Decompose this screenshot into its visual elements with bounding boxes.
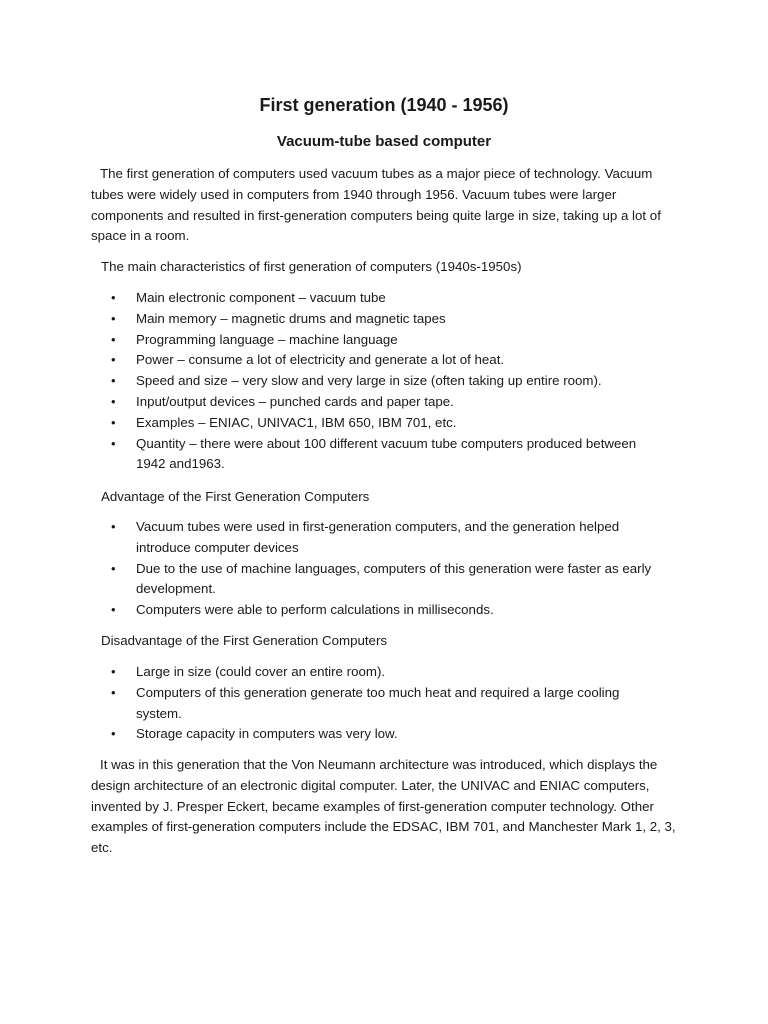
disadvantages-heading: Disadvantage of the First Generation Computers (101, 633, 388, 648)
advantages-list (0, 517, 768, 621)
bullet-icon: • (111, 519, 116, 534)
list-item (0, 517, 666, 559)
list-item-text: Storage capacity in computers was very low. (136, 726, 398, 742)
list-item (0, 413, 666, 434)
advantages-heading: Advantage of the First Generation Computers (101, 489, 370, 504)
characteristics-heading: The main characteristics of first generation of computers (1940s-1950s) (101, 259, 522, 274)
bullet-icon: • (111, 684, 116, 700)
intro-paragraph: The first generation of computers used vacuum tubes as a major piece of technology. Vacuum tubes were widely used in computers from 1940 through 1956. Vacuum tubes were larger components and resulted in first-generation computers being quite large in size, taking up a lot of space in a room. (91, 166, 661, 244)
list-item (0, 288, 666, 309)
closing-paragraph: It was in this generation that the Von Neumann architecture was introduced, which displays the design architecture of an electronic digital computer. Later, the UNIVAC and ENIAC computers, invented by J. Presper Eckert, became examples of first-generation computer technology. Other examples of first-generation computers include the EDSAC, IBM 701, and Manchester Mark 1, 2, 3, etc. (91, 757, 676, 856)
bullet-icon: • (111, 310, 116, 326)
list-item-text: Large in size (could cover an entire room). (136, 664, 386, 679)
list-item-text: Vacuum tubes were used in first-generation computers, and the generation helped introduce computer devices (136, 519, 620, 555)
list-item-text: Computers were able to perform calculations in milliseconds. (136, 602, 494, 618)
bullet-icon: • (111, 560, 116, 576)
bullet-icon: • (111, 435, 116, 451)
bullet-icon: • (111, 602, 116, 618)
list-item-text: Computers of this generation generate too much heat and required a large cooling system. (136, 684, 620, 721)
list-item (0, 434, 666, 476)
list-item-text: Speed and size – very slow and very large in size (often taking up entire room). (136, 373, 602, 389)
list-item-text: Main electronic component – vacuum tube (136, 290, 386, 305)
list-item (0, 559, 666, 601)
list-item-text: Power – consume a lot of electricity and generate a lot of heat. (136, 352, 505, 368)
list-item (0, 330, 666, 351)
bullet-icon: • (111, 726, 116, 742)
page-title: First generation (1940 - 1956) (259, 95, 509, 115)
list-item-text: Input/output devices – punched cards and paper tape. (136, 393, 454, 409)
bullet-icon: • (111, 352, 116, 368)
list-item (0, 350, 666, 371)
list-item (0, 309, 666, 330)
list-item (0, 724, 666, 745)
list-item-text: Quantity – there were about 100 different vacuum tube computers produced between 1942 and1963. (136, 435, 637, 472)
bullet-icon: • (111, 664, 116, 679)
page-subtitle: Vacuum-tube based computer (276, 133, 492, 150)
list-item-text: Main memory – magnetic drums and magnetic tapes (136, 310, 446, 326)
list-item (0, 683, 666, 725)
list-item-text: Examples – ENIAC, UNIVAC1, IBM 650, IBM 701, etc. (136, 414, 457, 430)
list-item (0, 600, 666, 621)
bullet-icon: • (111, 414, 116, 430)
bullet-icon: • (111, 373, 116, 389)
bullet-icon: • (111, 290, 116, 305)
disadvantages-list (0, 662, 768, 745)
list-item (0, 371, 666, 392)
bullet-icon: • (111, 331, 116, 347)
list-item (0, 392, 666, 413)
list-item-text: Programming language – machine language (136, 331, 398, 347)
bullet-icon: • (111, 393, 116, 409)
list-item (0, 662, 666, 683)
list-item-text: Due to the use of machine languages, computers of this generation were faster as early development. (136, 560, 652, 597)
characteristics-list (0, 288, 768, 475)
